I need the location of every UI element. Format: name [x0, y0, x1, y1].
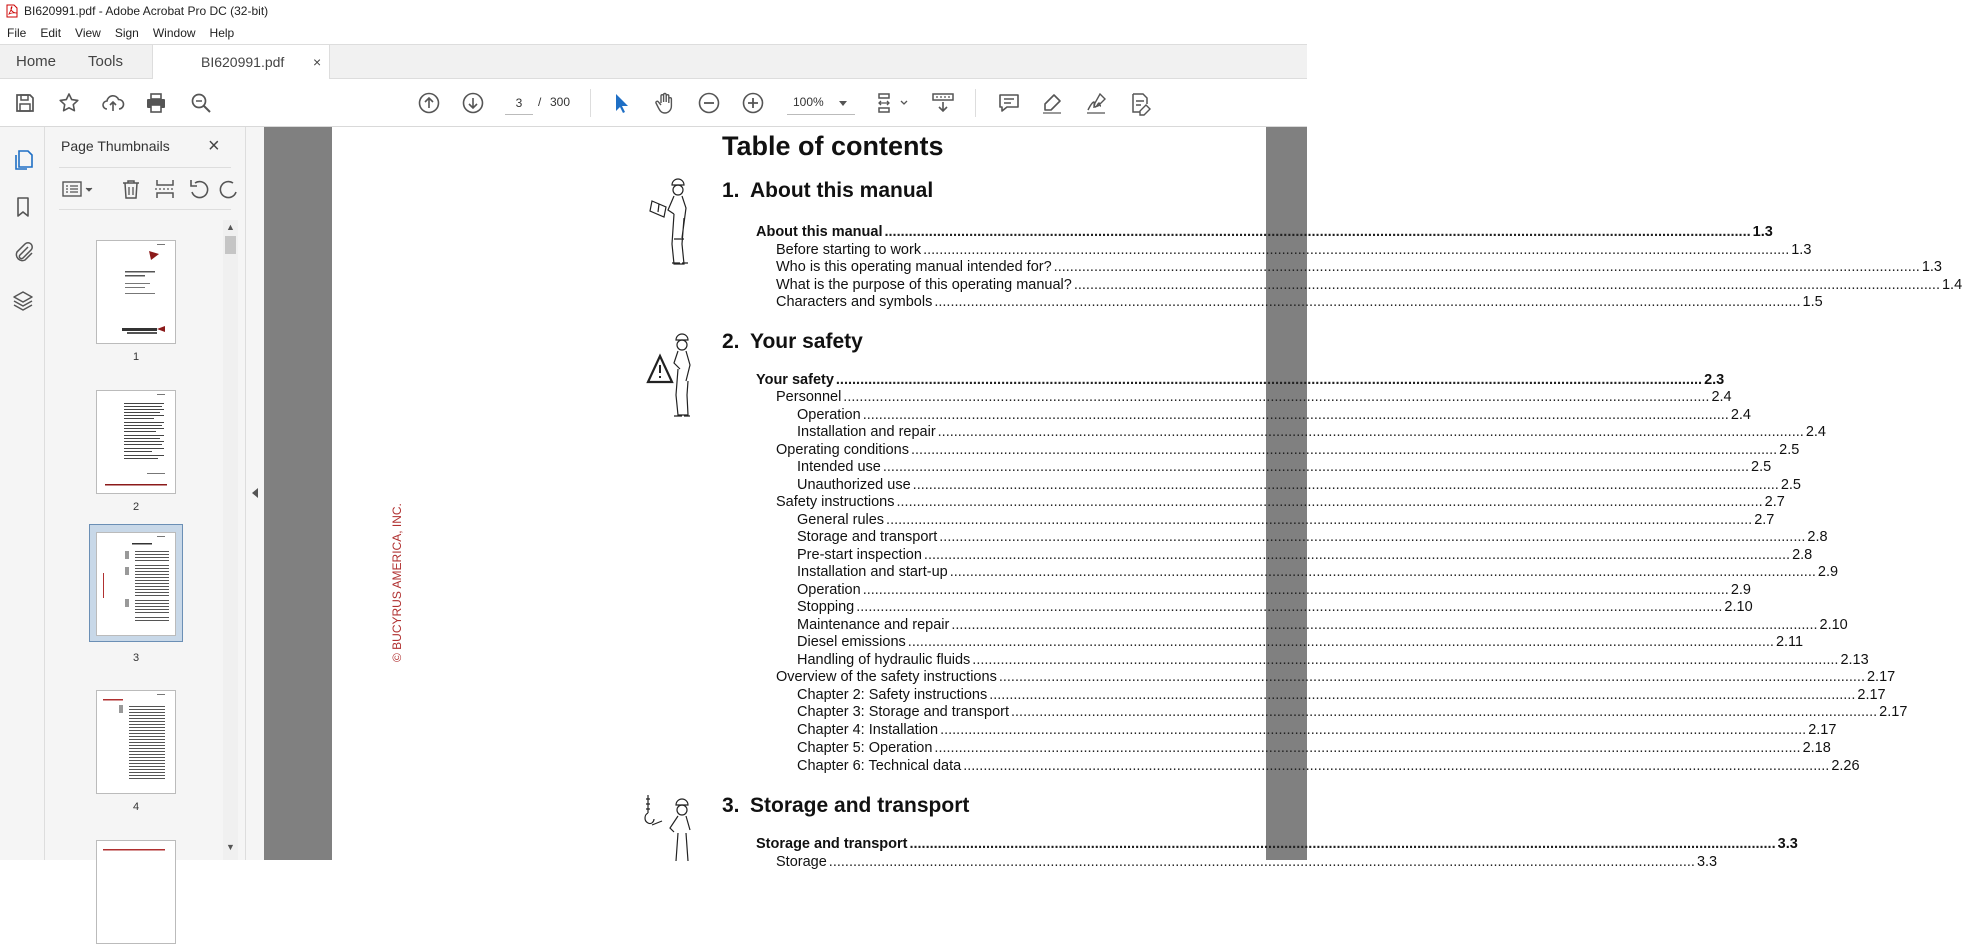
- toc-entry[interactable]: [776, 293, 1823, 311]
- toc-entry-page: 2.8: [1807, 529, 1828, 545]
- toc-entry-page: 2.17: [1866, 669, 1896, 685]
- page-down-icon[interactable]: [461, 91, 485, 115]
- section-number: 2.: [722, 330, 740, 353]
- sign-icon[interactable]: [1084, 91, 1108, 115]
- toc-leader-dots: [934, 293, 1800, 311]
- thumbnail-page-2[interactable]: [96, 390, 176, 494]
- toc-leader-dots: [911, 441, 1777, 459]
- worker-crane-hook-illustration: [642, 795, 697, 866]
- toc-leader-dots: [883, 458, 1749, 476]
- bookmark-star-icon[interactable]: [57, 91, 81, 115]
- chevron-down-icon: [839, 101, 847, 106]
- section-heading-3: [722, 794, 969, 818]
- toc-entry-page: 2.7: [1754, 512, 1775, 528]
- zoom-dropdown[interactable]: [787, 91, 855, 115]
- toc-leader-dots: [951, 616, 1817, 634]
- toc-leader-dots: [1074, 276, 1940, 294]
- toc-entry-page: 1.5: [1802, 294, 1823, 310]
- toc-entry[interactable]: [756, 223, 1773, 241]
- scroll-up-icon[interactable]: ▲: [226, 222, 235, 232]
- toc-entry-title: Operation: [797, 582, 861, 598]
- zoom-value: 100%: [793, 95, 824, 109]
- toc-entry[interactable]: [797, 563, 1839, 581]
- toc-entry-page: 2.17: [1857, 687, 1886, 703]
- toc-entry-title: Safety instructions: [776, 494, 895, 510]
- toc-entry-page: 2.4: [1805, 424, 1826, 440]
- toc-leader-dots: [989, 686, 1855, 704]
- toc-entry-title: Personnel: [776, 389, 842, 405]
- toc-entry[interactable]: [776, 276, 1962, 294]
- toc-leader-dots: [972, 651, 1838, 669]
- section-number: 1.: [722, 179, 740, 202]
- toc-entry-title: Chapter 6: Technical data: [797, 758, 962, 774]
- toc-entry-title: Pre-start inspection: [797, 547, 922, 563]
- toc-entry[interactable]: [776, 258, 1942, 276]
- edit-export-icon[interactable]: [1128, 91, 1152, 115]
- toc-entry[interactable]: [797, 598, 1753, 616]
- toc-entry[interactable]: [776, 853, 1718, 871]
- section-number: 3.: [722, 794, 740, 817]
- toc-entry-page: 2.9: [1730, 582, 1752, 598]
- tab-document[interactable]: [152, 45, 330, 80]
- toc-entry[interactable]: [797, 476, 1801, 494]
- acrobat-pdf-icon: [6, 4, 18, 18]
- select-cursor-icon[interactable]: [609, 91, 633, 115]
- tab-bar: [0, 44, 1307, 79]
- copyright-notice: © BUCYRUS AMERICA, INC.: [390, 503, 404, 662]
- main-toolbar: [0, 79, 1307, 127]
- toc-entry[interactable]: [797, 616, 1848, 634]
- left-navigation-rail: [0, 127, 45, 860]
- toc-entry[interactable]: [797, 757, 1860, 775]
- scroll-mode-icon[interactable]: [931, 91, 955, 115]
- toc-entry[interactable]: [797, 651, 1869, 669]
- toc-leader-dots: [829, 853, 1695, 871]
- toc-leader-dots: [939, 528, 1805, 546]
- thumbnail-toolbar: [59, 177, 234, 203]
- window-title: BI620991.pdf - Adobe Acrobat Pro DC (32-bit): [24, 4, 269, 18]
- panel-collapse-handle[interactable]: [245, 127, 264, 860]
- toc-entry-page: 2.4: [1730, 407, 1752, 423]
- thumbnail-scrollbar[interactable]: [223, 220, 238, 860]
- toc-leader-dots: [836, 371, 1702, 389]
- pdf-page: [332, 127, 1962, 870]
- page-separator: /: [538, 95, 542, 109]
- panel-divider: [59, 167, 231, 168]
- menu-sign[interactable]: Sign: [114, 26, 139, 40]
- toc-entry-page: 2.13: [1840, 652, 1869, 668]
- panel-divider: [59, 209, 231, 210]
- toc-leader-dots: [1054, 258, 1920, 276]
- toc-leader-dots: [863, 581, 1729, 599]
- toc-leader-dots: [940, 721, 1806, 739]
- toc-entry-page: 2.9: [1817, 564, 1839, 580]
- toc-entry[interactable]: [797, 739, 1831, 757]
- toc-entry-page: 2.8: [1792, 547, 1813, 563]
- worker-warning-sign-illustration: [644, 332, 694, 427]
- upload-icon[interactable]: [101, 91, 125, 115]
- document-viewport[interactable]: [264, 127, 1962, 870]
- toc-entry[interactable]: [797, 528, 1828, 546]
- toc-entry-page: 1.3: [1791, 242, 1812, 258]
- page-thumbnails-panel: [45, 127, 245, 860]
- section-heading-2: [722, 330, 863, 354]
- toc-entry-title: Storage and transport: [756, 836, 908, 852]
- collapse-arrow-icon: [252, 488, 258, 498]
- toc-entry-title: Your safety: [756, 372, 834, 388]
- toc-entry[interactable]: [756, 371, 1725, 389]
- toc-entry-title: Characters and symbols: [776, 294, 933, 310]
- thumbnail-page-number: 1: [132, 351, 140, 363]
- page-fit-icon[interactable]: [876, 91, 910, 115]
- toc-entry[interactable]: [776, 388, 1732, 406]
- toc-entry[interactable]: [776, 493, 1785, 511]
- toc-entry-title: Overview of the safety instructions: [776, 669, 997, 685]
- toc-entry-title: Chapter 5: Operation: [797, 740, 933, 756]
- toc-leader-dots: [896, 493, 1762, 511]
- panel-title: Page Thumbnails: [61, 138, 170, 154]
- toc-entry[interactable]: [797, 686, 1886, 704]
- rotate-left-icon[interactable]: [187, 177, 211, 201]
- toc-entry-title: Diesel emissions: [797, 634, 906, 650]
- tab-home[interactable]: Home: [16, 53, 57, 70]
- toc-leader-dots: [886, 511, 1752, 529]
- worker-reading-manual-illustration: [644, 179, 694, 274]
- section-heading-1: [722, 179, 933, 203]
- toc-entry-page: 2.5: [1751, 459, 1772, 475]
- toc-leader-dots: [913, 476, 1779, 494]
- toc-entry-page: 2.4: [1711, 389, 1732, 405]
- toc-entry-page: 2.10: [1724, 599, 1753, 615]
- hand-icon[interactable]: [653, 91, 677, 115]
- toc-leader-dots: [884, 223, 1750, 241]
- search-zoom-icon[interactable]: [189, 91, 213, 115]
- toc-entry-title: Operating conditions: [776, 442, 909, 458]
- toc-entry-title: General rules: [797, 512, 885, 528]
- toc-entry[interactable]: [797, 546, 1813, 564]
- toc-entry-page: 2.17: [1879, 704, 1908, 720]
- tab-document-label: BI620991.pdf: [201, 54, 285, 70]
- toc-entry-page: 2.17: [1808, 722, 1837, 738]
- menu-bar: [0, 22, 1307, 44]
- page-thumbnails-icon[interactable]: [11, 148, 35, 172]
- toc-leader-dots: [843, 388, 1709, 406]
- toc-entry[interactable]: [797, 458, 1772, 476]
- section-title: About this manual: [750, 179, 934, 202]
- toc-leader-dots: [950, 563, 1816, 581]
- section-title: Storage and transport: [750, 794, 970, 817]
- page-number-input[interactable]: [505, 91, 533, 115]
- toc-entry-title: Installation and start-up: [797, 564, 948, 580]
- toc-title: Table of contents: [722, 131, 944, 161]
- bookmark-icon[interactable]: [11, 195, 35, 219]
- delete-page-icon[interactable]: [119, 177, 143, 201]
- toc-entry[interactable]: [797, 511, 1775, 529]
- toc-entry-page: 1.3: [1752, 224, 1773, 240]
- toc-leader-dots: [963, 757, 1829, 775]
- zoom-in-icon[interactable]: [741, 91, 765, 115]
- toc-entry-title: Handling of hydraulic fluids: [797, 652, 971, 668]
- thumbnail-page-5[interactable]: [96, 840, 176, 944]
- toc-entry-page: 3.3: [1777, 836, 1798, 852]
- save-icon[interactable]: [13, 91, 37, 115]
- toc-leader-dots: [938, 423, 1804, 441]
- toc-entry-title: Before starting to work: [776, 242, 922, 258]
- insert-page-icon[interactable]: [153, 177, 177, 201]
- tab-tools[interactable]: Tools: [88, 53, 124, 70]
- page-total: 300: [550, 95, 571, 109]
- zoom-out-icon[interactable]: [697, 91, 721, 115]
- toc-entry[interactable]: [797, 406, 1752, 424]
- toc-entry-title: Intended use: [797, 459, 881, 475]
- toc-leader-dots: [924, 546, 1790, 564]
- toc-entry-page: 2.26: [1831, 758, 1860, 774]
- toc-entry-title: Chapter 3: Storage and transport: [797, 704, 1009, 720]
- menu-file[interactable]: File: [7, 26, 27, 40]
- toc-entry[interactable]: [776, 441, 1800, 459]
- thumbnail-page-3[interactable]: [96, 532, 176, 636]
- thumbnail-page-4[interactable]: [96, 690, 176, 794]
- options-menu-icon[interactable]: [61, 177, 95, 201]
- toc-entry-page: 2.5: [1779, 442, 1800, 458]
- close-panel-button[interactable]: ×: [208, 135, 220, 157]
- toc-entry-title: Stopping: [797, 599, 855, 615]
- toc-leader-dots: [856, 598, 1722, 616]
- menu-view[interactable]: View: [75, 26, 101, 40]
- toc-leader-dots: [909, 835, 1775, 853]
- toc-entry-page: 1.4: [1941, 277, 1962, 293]
- toc-entry[interactable]: [797, 721, 1837, 739]
- toc-entry-page: 2.10: [1819, 617, 1848, 633]
- toc-entry[interactable]: [797, 633, 1804, 651]
- toc-entry-title: Chapter 2: Safety instructions: [797, 687, 988, 703]
- toc-leader-dots: [863, 406, 1729, 424]
- toolbar-divider: [590, 89, 591, 117]
- tab-close-button[interactable]: ×: [313, 54, 322, 70]
- toc-entry-page: 2.7: [1764, 494, 1785, 510]
- toc-entry-title: Storage and transport: [797, 529, 938, 545]
- toc-entry-title: Operation: [797, 407, 861, 423]
- thumbnail-page-number: 4: [132, 801, 140, 813]
- toc-leader-dots: [999, 668, 1865, 686]
- toc-leader-dots: [923, 241, 1789, 259]
- toolbar-divider: [975, 89, 976, 117]
- toc-entry-page: 3.3: [1696, 854, 1718, 870]
- toc-entry-title: Maintenance and repair: [797, 617, 950, 633]
- toc-entry-title: About this manual: [756, 224, 883, 240]
- toc-leader-dots: [1011, 703, 1877, 721]
- menu-edit[interactable]: Edit: [40, 26, 62, 40]
- thumbnail-page-number: 3: [132, 652, 140, 664]
- toc-entry-page: 2.3: [1704, 372, 1725, 388]
- toc-entry[interactable]: [756, 835, 1798, 853]
- toc-entry[interactable]: [797, 703, 1908, 721]
- toc-entry[interactable]: [776, 241, 1812, 259]
- comment-icon[interactable]: [997, 91, 1021, 115]
- section-title: Your safety: [750, 330, 863, 353]
- thumbnail-page-1[interactable]: [96, 240, 176, 344]
- print-icon[interactable]: [144, 91, 168, 115]
- title-bar: [0, 0, 1307, 22]
- scrollbar-thumb[interactable]: [225, 236, 236, 254]
- page-up-icon[interactable]: [417, 91, 441, 115]
- toc-entry[interactable]: [776, 668, 1896, 686]
- attachment-icon[interactable]: [11, 240, 35, 264]
- highlight-icon[interactable]: [1040, 91, 1064, 115]
- toc-entry-title: Chapter 4: Installation: [797, 722, 939, 738]
- toc-entry-page: 1.3: [1921, 259, 1942, 275]
- scroll-down-icon[interactable]: ▼: [226, 842, 235, 852]
- toc-entry[interactable]: [797, 423, 1826, 441]
- menu-window[interactable]: Window: [152, 26, 196, 40]
- menu-help[interactable]: Help: [209, 26, 235, 40]
- toc-entry[interactable]: [797, 581, 1752, 599]
- toc-entry-title: Unauthorized use: [797, 477, 911, 493]
- toc-entry-page: 2.18: [1802, 740, 1831, 756]
- toc-entry-title: Installation and repair: [797, 424, 936, 440]
- toc-entry-page: 2.5: [1780, 477, 1801, 493]
- toc-leader-dots: [908, 633, 1774, 651]
- thumbnail-page-number: 2: [132, 501, 140, 513]
- toc-leader-dots: [934, 739, 1800, 757]
- toc-entry-title: Storage: [776, 854, 827, 870]
- toc-entry-title: What is the purpose of this operating manual?: [776, 277, 1072, 293]
- thumbnail-list: [45, 227, 233, 860]
- rotate-right-icon[interactable]: [217, 177, 231, 201]
- layers-icon[interactable]: [11, 289, 35, 313]
- toc-entry-page: 2.11: [1775, 634, 1804, 650]
- toc-entry-title: Who is this operating manual intended for?: [776, 259, 1052, 275]
